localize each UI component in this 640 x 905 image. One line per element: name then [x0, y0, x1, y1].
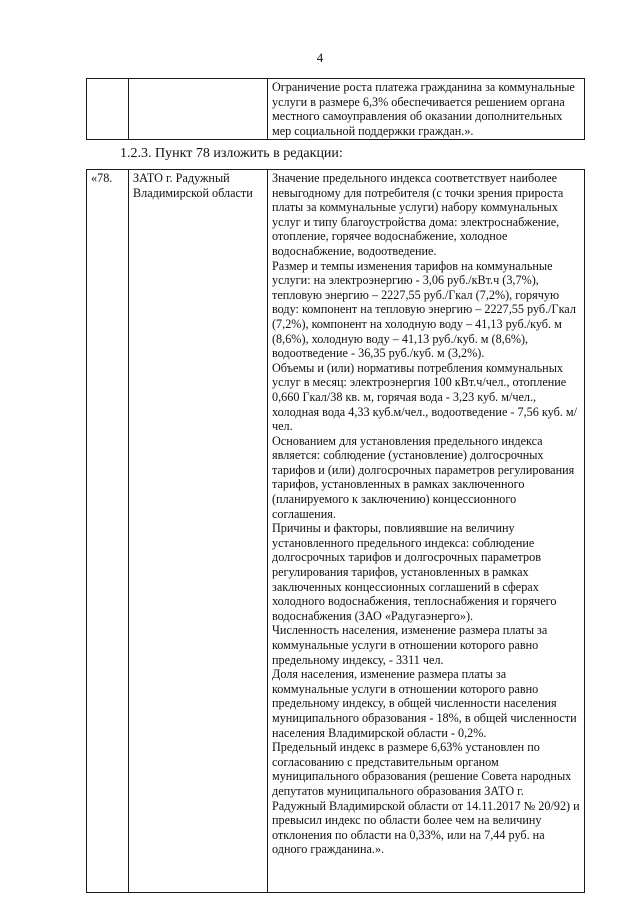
paragraph-consumption: Объемы и (или) нормативы потребления коммунальных услуг в месяц: электроэнергия 100 кВт.ч/чел., отопление 0,660 Гкал/38 кв. м, горячая вода - 3,23 куб. м/чел., холодная вода 4,33 куб.м/чел., водоотведение - 7,56 куб. м/чел. — [272, 360, 577, 434]
municipality-name: ЗАТО г. Радужный Владимирской области — [133, 171, 253, 200]
table-cell-text — [268, 170, 585, 893]
top-table — [86, 78, 585, 140]
row-number: «78. — [91, 171, 113, 185]
section-heading: 1.2.3. Пункт 78 изложить в редакции: — [120, 146, 343, 161]
table-cell-municipality — [129, 170, 268, 893]
main-table — [86, 169, 585, 893]
table-cell-text — [268, 79, 585, 140]
table-row — [87, 79, 585, 140]
paragraph-approval: Предельный индекс в размере 6,63% установлен по согласованию с представительным органом муниципального образования (решение Совета народных депутатов муниципального образования ЗАТО г. Радужный Владимирской области от 14.11.2017 № 20/92) и превысил индекс по области более чем на величину отклонения по области на 0,33%, или на 7,44 руб. на одного гражданина.». — [272, 740, 580, 857]
paragraph-reasons: Причины и факторы, повлиявшие на величину установленного предельного индекса: соблюдение долгосрочных тарифов и долгосрочных параметров регулирования тарифов, установленных в рамках заключенных концессионных соглашений в сферах холодного водоснабжения, теплоснабжения и горячего водоснабжения (ЗАО «Радугаэнерго»). — [272, 521, 557, 623]
table-cell-number — [87, 170, 129, 893]
table-cell-number — [87, 79, 129, 140]
paragraph-basis: Основанием для установления предельного индекса является: соблюдение (установление) долгосрочных тарифов и (или) долгосрочных параметров регулирования тарифов, установленных в рамках заключенного (планируемого к заключению) концессионного соглашения. — [272, 433, 575, 521]
paragraph-tariff-index: Значение предельного индекса соответствует наиболее невыгодному для потребителя (с точки зрения прироста платы за коммунальные услуги) набору коммунальных услуг и типу благоустройства дома: электроснабжение, отопление, горячее водоснабжение, холодное водоснабжение, водоотведение. — [272, 171, 564, 258]
paragraph-tariff-rates: Размер и темпы изменения тарифов на коммунальные услуги: на электроэнергию - 3,06 руб./кВт.ч (3,7%), тепловую энергию – 2227,55 руб./Гкал (7,2%), горячую воду: компонент на тепловую энергию – 2227,55 руб./Гкал (7,2%), компонент на холодную воду – 41,13 руб./куб. м (8,6%), холодную воду – 41,13 руб./куб. м (8,6%), водоотведение - 36,35 руб./куб. м (3,2%). — [272, 258, 576, 361]
paragraph-population: Численность населения, изменение размера платы за коммунальные услуги в отношении которого равно предельному индексу, - 3311 чел. — [272, 623, 548, 667]
page-number: 4 — [316, 50, 324, 65]
top-table-text: Ограничение роста платежа гражданина за коммунальные услуги в размере 6,3% обеспечивается решением органа местного самоуправления об оказании дополнительных мер социальной поддержки граждан.». — [272, 80, 575, 138]
paragraph-population-share: Доля населения, изменение размера платы за коммунальные услуги в отношении которого равно предельному индексу, в общей численности населения муниципального образования - 18%, в общей численности населения Владимирской области - 0,2%. — [272, 667, 577, 740]
table-cell-municipality — [129, 79, 268, 140]
table-row — [87, 170, 585, 893]
